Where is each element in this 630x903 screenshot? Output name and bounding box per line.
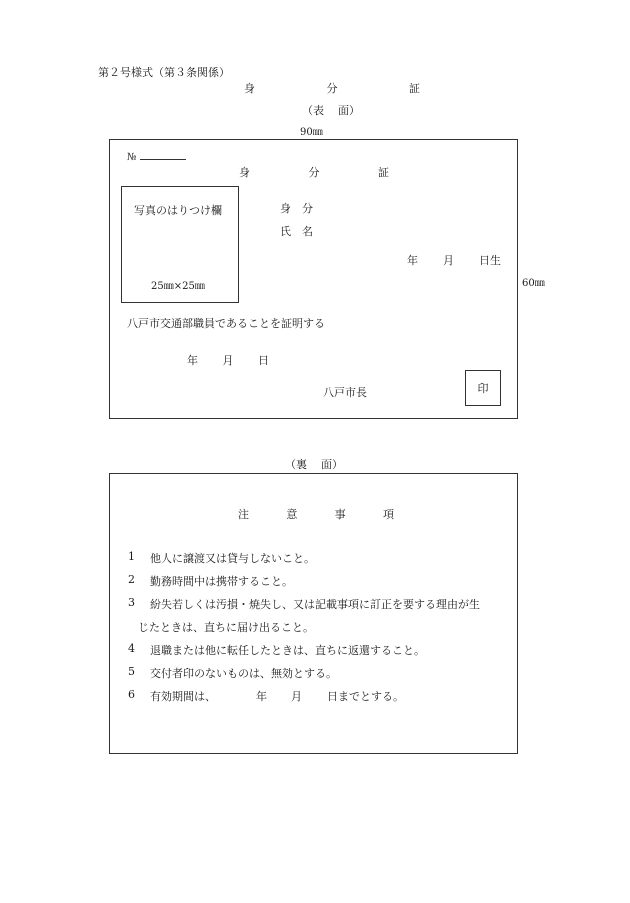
issue-year: 年 xyxy=(187,354,198,367)
note-text: 有効期間は、 xyxy=(150,690,216,703)
photo-box xyxy=(121,186,239,303)
front-heading xyxy=(302,102,360,118)
notes-title xyxy=(238,506,394,522)
title-char-2: 分 xyxy=(326,82,338,95)
birth-year: 年 xyxy=(407,254,418,267)
notes-title-char-4: 項 xyxy=(382,508,394,521)
form-label: 第２号様式（第３条関係） xyxy=(98,66,230,79)
front-heading-part-1: （表 xyxy=(302,104,324,117)
number-field xyxy=(127,150,186,163)
issue-month: 月 xyxy=(222,354,234,367)
note-text: 交付者印のないものは、無効とする。 xyxy=(150,667,337,680)
title-char-1: 身 xyxy=(244,82,255,95)
back-heading-part-2: 面） xyxy=(321,458,343,471)
note-text: 紛失若しくは汚損・焼失し、又は記載事項に訂正を要する理由が生 xyxy=(150,598,480,611)
note-number: 1 xyxy=(128,550,135,563)
card-title-char-2: 分 xyxy=(308,166,320,179)
issue-date xyxy=(187,352,269,368)
width-dimension: 90㎜ xyxy=(300,127,323,138)
title-char-3: 証 xyxy=(409,82,420,95)
notes-title-char-2: 意 xyxy=(286,508,298,521)
note-number: 2 xyxy=(128,573,135,586)
issuer: 八戸市長 xyxy=(323,386,367,399)
note-continuation: じたときは、直ちに届け出ること。 xyxy=(138,621,314,634)
issue-day: 日 xyxy=(258,354,269,367)
number-blank-line xyxy=(140,150,186,160)
validity-year: 年 xyxy=(256,690,267,703)
notes-title-char-3: 事 xyxy=(334,508,346,521)
height-dimension: 60㎜ xyxy=(522,278,545,289)
birth-date xyxy=(407,252,501,268)
number-label: № xyxy=(127,152,137,163)
back-card xyxy=(109,473,518,754)
note-number: 6 xyxy=(128,688,135,701)
note-text: 他人に譲渡又は貸与しないこと。 xyxy=(150,552,315,565)
document-title xyxy=(244,80,420,96)
note-text: 勤務時間中は携帯すること。 xyxy=(150,575,293,588)
note-text: 退職または他に転任したときは、直ちに返還すること。 xyxy=(150,644,425,657)
seal-label: 印 xyxy=(477,382,489,395)
note-number: 3 xyxy=(128,596,135,609)
name-field-label: 氏 名 xyxy=(280,225,313,238)
card-title-char-1: 身 xyxy=(239,166,250,179)
validity-day: 日までとする。 xyxy=(327,690,404,703)
front-card xyxy=(109,139,518,419)
photo-size: 25㎜×25㎜ xyxy=(151,281,205,292)
card-title xyxy=(239,164,389,180)
certification-text: 八戸市交通部職員であることを証明する xyxy=(127,317,325,330)
back-heading xyxy=(285,456,343,472)
front-heading-part-2: 面） xyxy=(338,104,360,117)
notes-title-char-1: 注 xyxy=(238,508,249,521)
birth-month: 月 xyxy=(443,254,454,267)
photo-label: 写真のはりつけ欄 xyxy=(134,204,222,217)
note-number: 4 xyxy=(128,642,135,655)
birth-day: 日生 xyxy=(479,254,501,267)
validity-month: 月 xyxy=(291,690,302,703)
position-field-label: 身 分 xyxy=(280,202,313,215)
back-heading-part-1: （裏 xyxy=(285,458,307,471)
card-title-char-3: 証 xyxy=(378,166,389,179)
note-number: 5 xyxy=(128,665,135,678)
seal-box xyxy=(465,370,501,406)
